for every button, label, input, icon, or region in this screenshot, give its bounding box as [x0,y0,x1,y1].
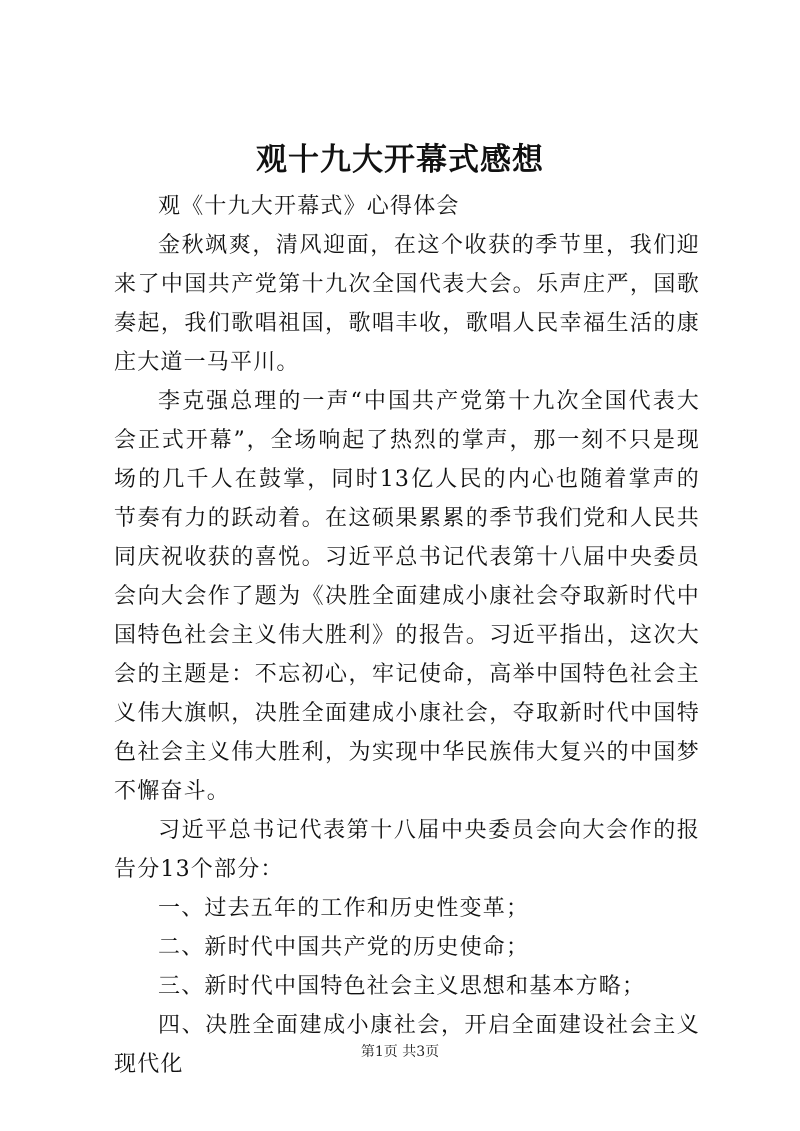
page-footer: 第1页 共3页 [360,1044,440,1060]
list-item: 三、新时代中国特色社会主义思想和基本方略； [158,974,646,999]
list-item: 二、新时代中国共产党的历史使命； [158,935,530,960]
opening-paragraph: 李克强总理的一声“中国共产党第十九次全国代表大会正式开幕”，全场响起了热烈的掌声，那一刻不只是现场的几千人在鼓掌，同时13亿人民的内心也随着掌声的节奏有力的跃动着。在这硕果累累的季节我们党和人民共同庆祝收获的喜悦。习近平总书记代表第十八届中央委员会向大会作了题为《决胜全面建成小康社会夺取新时代中国特色社会主义伟大胜利》的报告。习近平指出，这次大会的主题是：不忘初心，牢记使命，高举中国特色社会主义伟大旗帜，决胜全面建成小康社会，夺取新时代中国特色社会主义伟大胜利，为实现中华民族伟大复兴的中国梦不懈奋斗。 [114,389,700,804]
report-parts-paragraph: 习近平总书记代表第十八届中央委员会向大会作的报告分13个部分： [114,818,700,882]
list-item: 一、过去五年的工作和历史性变革； [158,896,530,921]
document-title: 观十九大开幕式感想 [256,142,544,178]
intro-paragraph: 金秋飒爽，清风迎面，在这个收获的季节里，我们迎来了中国共产党第十九次全国代表大会。乐声庄严，国歌奏起，我们歌唱祖国，歌唱丰收，歌唱人民幸福生活的康庄大道一马平川。 [114,233,700,375]
list-item: 四、决胜全面建成小康社会，开启全面建设社会主义现代化 [114,1013,700,1077]
subtitle-paragraph: 观《十九大开幕式》心得体会 [158,194,460,219]
document-body [114,187,700,1084]
